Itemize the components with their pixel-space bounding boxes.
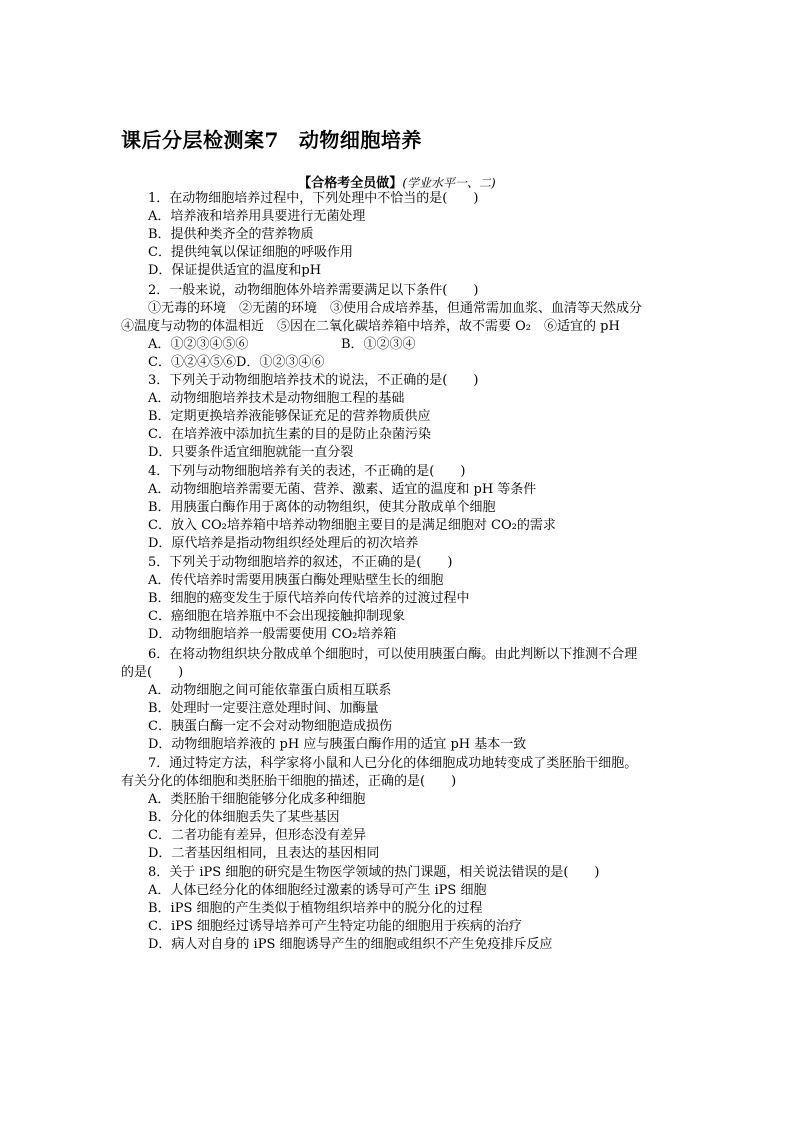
- q1-option-d: D．保证提供适宜的温度和pH: [148, 263, 322, 278]
- q3-option-d: D．只要条件适宜细胞就能一直分裂: [148, 445, 354, 460]
- q6-option-a: A．动物细胞之间可能依靠蛋白质相互联系: [148, 683, 392, 698]
- q2-option-a: A．①②③④⑤⑥: [148, 337, 249, 352]
- question-5: 5．下列关于动物细胞培养的叙述，不正确的是( ): [148, 555, 453, 570]
- question-6: 6．在将动物组织块分散成单个细胞时，可以使用胰蛋白酶。由此判断以下推测不合理: [148, 647, 638, 662]
- question-7-continued: 有关分化的体细胞和类胚胎干细胞的描述，正确的是( ): [121, 774, 457, 789]
- q2-conditions-line-2: ④温度与动物的体温相近 ⑤因在二氧化碳培养箱中培养，故不需要 O₂ ⑥适宜的 pH: [121, 319, 620, 334]
- q2-option-c-d: C．①②④⑤⑥D．①②③④⑥: [148, 355, 325, 370]
- q3-option-a: A．动物细胞培养技术是动物细胞工程的基础: [148, 391, 405, 406]
- q1-option-b: B．提供种类齐全的营养物质: [148, 227, 314, 242]
- q8-option-b: B．iPS 细胞的产生类似于植物组织培养中的脱分化的过程: [148, 901, 483, 916]
- q6-option-b: B．处理时一定要注意处理时间、加酶量: [148, 701, 379, 716]
- q2-option-b: B．①②③④: [341, 337, 416, 352]
- q4-option-b: B．用胰蛋白酶作用于离体的动物组织，使其分散成单个细胞: [148, 500, 496, 515]
- question-7: 7．通过特定方法，科学家将小鼠和人已分化的体细胞成功地转变成了类胚胎干细胞。: [148, 756, 638, 771]
- q5-option-b: B．细胞的癌变发生于原代培养向传代培养的过渡过程中: [148, 591, 470, 606]
- section-note: (学业水平一、二): [402, 176, 496, 190]
- q6-option-c: C．胰蛋白酶一定不会对动物细胞造成损伤: [148, 719, 392, 734]
- question-4: 4．下列与动物细胞培养有关的表述，不正确的是( ): [148, 464, 466, 479]
- q1-option-a: A．培养液和培养用具要进行无菌处理: [148, 209, 366, 224]
- q8-option-a: A．人体已经分化的体细胞经过激素的诱导可产生 iPS 细胞: [148, 883, 487, 898]
- question-2: 2．一般来说，动物细胞体外培养需要满足以下条件( ): [148, 283, 479, 298]
- q5-option-d: D．动物细胞培养一般需要使用 CO₂培养箱: [148, 627, 397, 642]
- q4-option-d: D．原代培养是指动物组织经处理后的初次培养: [148, 536, 419, 551]
- question-8: 8．关于 iPS 细胞的研究是生物医学领域的热门课题，相关说法错误的是( ): [148, 865, 600, 880]
- q6-option-d: D．动物细胞培养液的 pH 应与胰蛋白酶作用的适宜 pH 基本一致: [148, 737, 527, 752]
- q4-option-c: C．放入 CO₂培养箱中培养动物细胞主要目的是满足细胞对 CO₂的需求: [148, 518, 556, 533]
- q5-option-c: C．癌细胞在培养瓶中不会出现接触抑制现象: [148, 609, 405, 624]
- question-6-continued: 的是( ): [121, 665, 184, 680]
- section-heading: [0, 172, 794, 191]
- title-main: 动物细胞培养: [298, 128, 422, 152]
- q3-option-c: C．在培养液中添加抗生素的目的是防止杂菌污染: [148, 427, 431, 442]
- page-title: [121, 124, 422, 153]
- question-1: 1．在动物细胞培养过程中，下列处理中不恰当的是( ): [148, 191, 479, 206]
- q7-option-b: B．分化的体细胞丢失了某些基因: [148, 810, 340, 825]
- q5-option-a: A．传代培养时需要用胰蛋白酶处理贴壁生长的细胞: [148, 573, 444, 588]
- title-prefix: 课后分层检测案7: [121, 128, 279, 152]
- q2-conditions-line-1: ①无毒的环境 ②无菌的环境 ③使用合成培养基，但通常需加血浆、血清等天然成分: [148, 301, 643, 316]
- q7-option-a: A．类胚胎干细胞能够分化成多种细胞: [148, 792, 366, 807]
- section-label: 【合格考全员做】: [298, 176, 403, 191]
- q7-option-d: D．二者基因组相同，且表达的基因相同: [148, 846, 380, 861]
- q7-option-c: C．二者功能有差异，但形态没有差异: [148, 828, 366, 843]
- q1-option-c: C．提供纯氧以保证细胞的呼吸作用: [148, 245, 353, 260]
- question-3: 3．下列关于动物细胞培养技术的说法，不正确的是( ): [148, 373, 479, 388]
- q8-option-d: D．病人对自身的 iPS 细胞诱导产生的细胞或组织不产生免疫排斥反应: [148, 937, 553, 952]
- q8-option-c: C．iPS 细胞经过诱导培养可产生特定功能的细胞用于疾病的治疗: [148, 919, 522, 934]
- q4-option-a: A．动物细胞培养需要无菌、营养、激素、适宜的温度和 pH 等条件: [148, 482, 537, 497]
- q3-option-b: B．定期更换培养液能够保证充足的营养物质供应: [148, 409, 431, 424]
